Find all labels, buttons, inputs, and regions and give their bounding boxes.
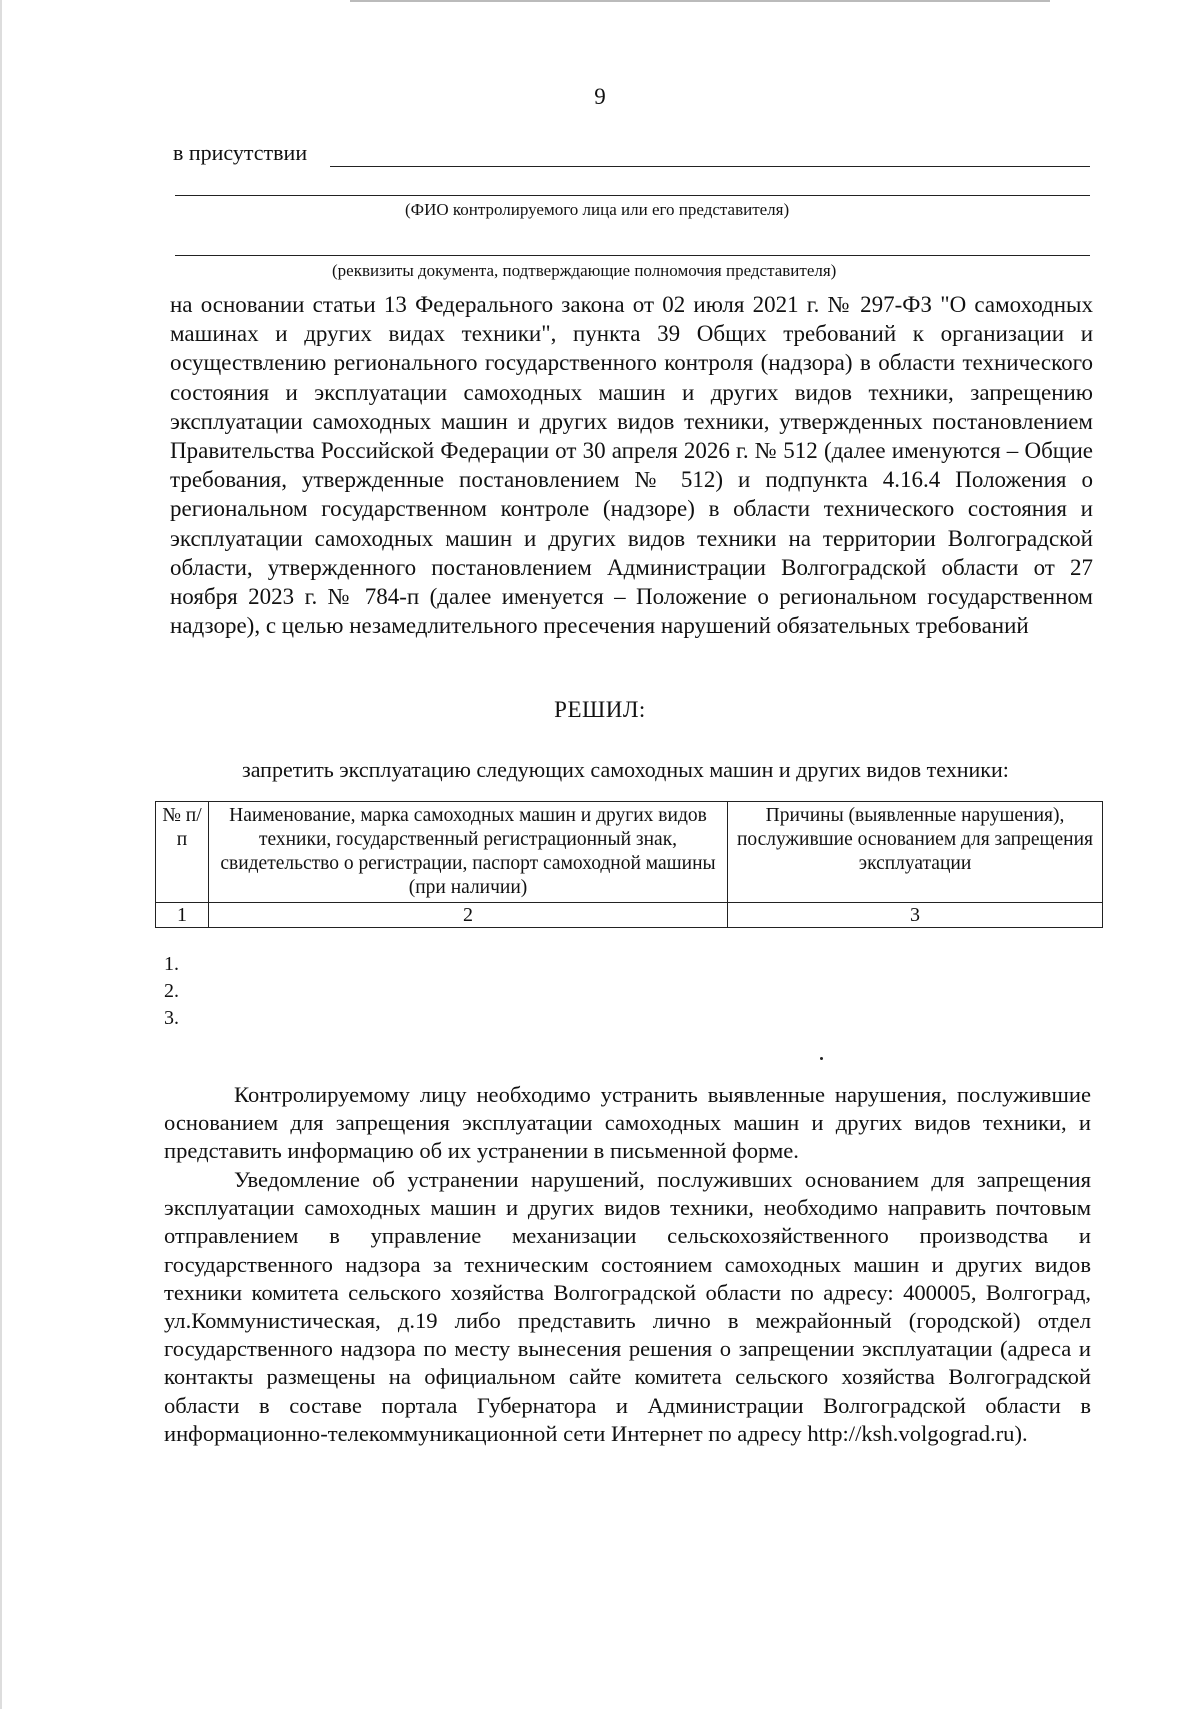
document-fill-line — [175, 255, 1090, 256]
stray-dot — [820, 1057, 823, 1060]
document-caption: (реквизиты документа, подтверждающие полномочия представителя) — [332, 261, 837, 280]
scan-edge-left — [0, 0, 2, 1709]
page-number: 9 — [594, 84, 606, 109]
notice-paragraph-1: Контролируемому лицу необходимо устранить выявленные нарушения, послужившие основанием для запрещения эксплуатации самоходных машин и других видов техники, и представить информацию об их устранении в письменной форме. — [164, 1082, 1091, 1164]
basis-paragraph: на основании статьи 13 Федерального закона от 02 июля 2021 г. № 297-ФЗ "О самоходных машинах и других видах техники", пункта 39 Общих требований к организации и осуществлению регионального государственного контроля (надзора) в области технического состояния и эксплуатации самоходных машин и других видов техники, запрещению эксплуатации самоходных машин и других видов техники, утвержденных постановлением Правительства Российской Федерации от 30 апреля 2026 г. № 512 (далее именуются – Общие требования, утвержденные постановлением № 512) и подпункта 4.16.4 Положения о региональном государственном контроле (надзоре) в области технического состояния и эксплуатации самоходных машин и других видов техники на территории Волгоградской области, утвержденного постановлением Администрации Волгоградской области от 27 ноября 2023 г. № 784-п (далее именуется – Положение о региональном государственном надзоре), с целью незамедлительного пресечения нарушений обязательных требований — [170, 292, 1093, 639]
presence-fill-line — [330, 166, 1090, 167]
list-item: 1. — [164, 953, 179, 975]
person-caption: (ФИО контролируемого лица или его представителя) — [405, 200, 790, 219]
list-item: 2. — [164, 980, 179, 1002]
column-number-2: 2 — [209, 903, 728, 928]
column-number-row — [156, 903, 1103, 928]
header-reasons: Причины (выявленные нарушения), послужившие основанием для запрещения эксплуатации — [728, 802, 1103, 903]
table-header-row — [156, 802, 1103, 903]
prohibited-items-table — [155, 801, 1103, 928]
decision-heading: РЕШИЛ: — [554, 697, 646, 722]
header-vehicle: Наименование, марка самоходных машин и других видов техники, государственный регистрационный знак, свидетельство о регистрации, паспорт самоходной машины (при наличии) — [209, 802, 728, 903]
column-number-3: 3 — [728, 903, 1103, 928]
decision-intro: запретить эксплуатацию следующих самоходных машин и других видов техники: — [242, 757, 1009, 782]
notice-paragraph-2: Уведомление об устранении нарушений, послуживших основанием для запрещения эксплуатации самоходных машин и других видов техники, необходимо направить почтовым отправлением в управление механизации сельскохозяйственного производства и государственного надзора за техническим состоянием самоходных машин и других видов техники комитета сельского хозяйства Волгоградской области по адресу: 400005, Волгоград, ул.Коммунистическая, д.19 либо представить лично в межрайонный (городской) отдел государственного надзора по месту вынесения решения о запрещении эксплуатации (адреса и контакты размещены на официальном сайте комитета сельского хозяйства Волгоградской области в составе портала Губернатора и Администрации Волгоградской области в информационно-телекоммуникационной сети Интернет по адресу http://ksh.volgograd.ru). — [164, 1167, 1091, 1446]
list-item: 3. — [164, 1007, 179, 1029]
scan-edge-top — [350, 0, 1050, 2]
person-fill-line — [175, 195, 1090, 196]
column-number-1: 1 — [156, 903, 209, 928]
presence-label: в присутствии — [173, 140, 308, 165]
header-number: № п/п — [156, 802, 209, 903]
